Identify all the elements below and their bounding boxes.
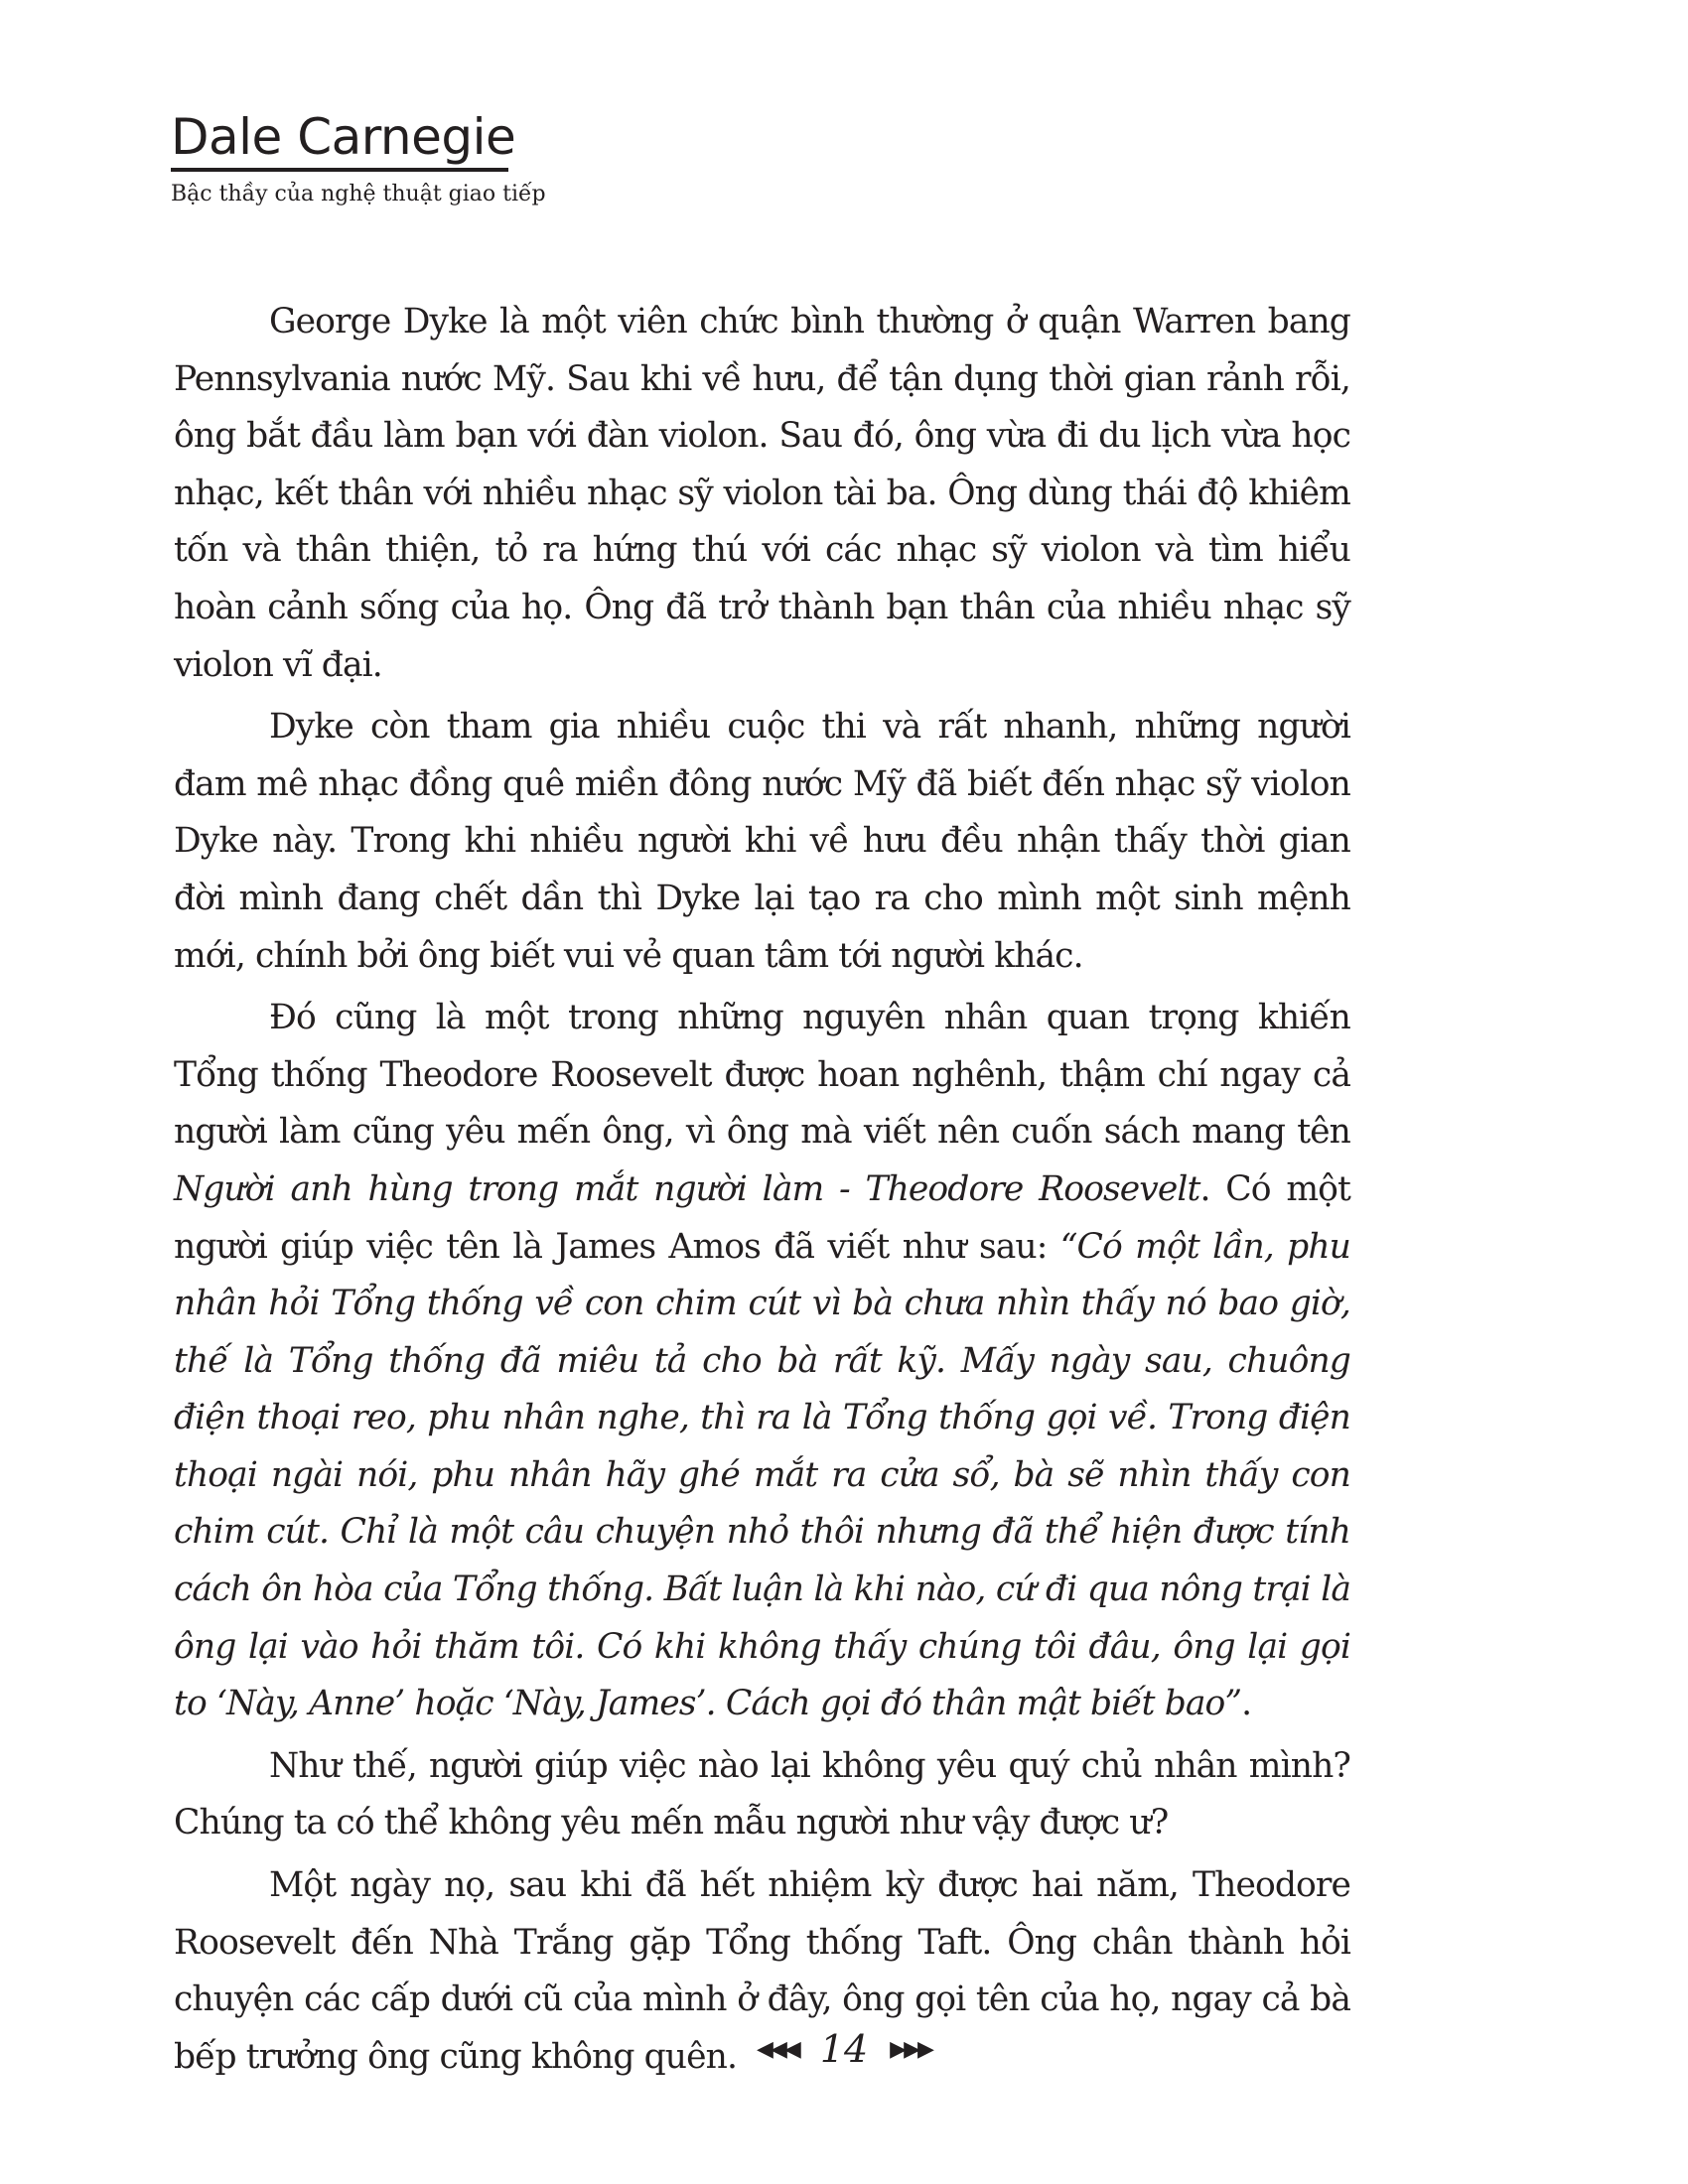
page-footer — [0, 2023, 1688, 2075]
page-navigation — [757, 2023, 931, 2075]
running-header — [171, 107, 546, 209]
paragraph-5: Một ngày nọ, sau khi đã hết nhiệm kỳ được hai năm, Theodore Roosevelt đến Nhà Trắng gặp Tổng thống Taft. Ông chân thành hỏi chuyện các cấp dưới cũ của mình ở đây, ông gọi tên của họ, ngay cả bà bếp trưởng ông cũng không quên. — [174, 1865, 1350, 2077]
page-number: 14 — [819, 2027, 869, 2071]
paragraph-3-middle: . Có một người giúp việc tên là James Amos đã viết như sau: — [174, 1168, 1350, 1267]
page-body — [174, 294, 1350, 2086]
quotation: “Có một lần, phu nhân hỏi Tổng thống về con chim cút vì bà chưa nhìn thấy nó bao giờ, thế là Tổng thống đã miêu tả cho bà rất kỹ. Mấy ngày sau, chuông điện thoại reo, phu nhân nghe, thì ra là Tổng thống gọi về. Trong điện thoại ngài nói, phu nhân hãy ghé mắt ra cửa sổ, bà sẽ nhìn thấy con chim cút. Chỉ là một câu chuyện nhỏ thôi nhưng đã thể hiện được tính cách ôn hòa của Tổng thống. Bất luận là khi nào, cứ đi qua nông trại là ông lại vào hỏi thăm tôi. Có khi không thấy chúng tôi đâu, ông lại gọi to ‘Này, Anne’ hoặc ‘Này, James’. Cách gọi đó thân mật biết bao” — [174, 1226, 1350, 1724]
next-arrows-icon: ▶▶▶ — [890, 2036, 931, 2062]
paragraph-3-end: . — [1241, 1684, 1252, 1724]
header-underline — [171, 168, 508, 172]
book-title: Người anh hùng trong mắt người làm - Theodore Roosevelt — [174, 1168, 1200, 1209]
paragraph-3-intro: Đó cũng là một trong những nguyên nhân quan trọng khiến Tổng thống Theodore Roosevelt được hoan nghênh, thậm chí ngay cả người làm cũng yêu mến ông, vì ông mà viết nên cuốn sách mang tên — [174, 998, 1350, 1153]
paragraph-2: Dyke còn tham gia nhiều cuộc thi và rất nhanh, những người đam mê nhạc đồng quê miền đông nước Mỹ đã biết đến nhạc sỹ violon Dyke này. Trong khi nhiều người khi về hưu đều nhận thấy thời gian đời mình đang chết dần thì Dyke lại tạo ra cho mình một sinh mệnh mới, chính bởi ông biết vui vẻ quan tâm tới người khác. — [174, 707, 1350, 976]
previous-arrows-icon: ◀◀◀ — [757, 2036, 798, 2062]
paragraph-3 — [174, 990, 1350, 1733]
header-title: Dale Carnegie — [171, 108, 516, 166]
paragraph-4: Như thế, người giúp việc nào lại không yêu quý chủ nhân mình? Chúng ta có thể không yêu mến mẫu người như vậy được ư? — [174, 1745, 1350, 1843]
header-subtitle: Bậc thầy của nghệ thuật giao tiếp — [171, 182, 546, 206]
paragraph-1: George Dyke là một viên chức bình thường ở quận Warren bang Pennsylvania nước Mỹ. Sau khi về hưu, để tận dụng thời gian rảnh rỗi, ông bắt đầu làm bạn với đàn violon. Sau đó, ông vừa đi du lịch vừa học nhạc, kết thân với nhiều nhạc sỹ violon tài ba. Ông dùng thái độ khiêm tốn và thân thiện, tỏ ra hứng thú với các nhạc sỹ violon và tìm hiểu hoàn cảnh sống của họ. Ông đã trở thành bạn thân của nhiều nhạc sỹ violon vĩ đại. — [174, 302, 1350, 685]
